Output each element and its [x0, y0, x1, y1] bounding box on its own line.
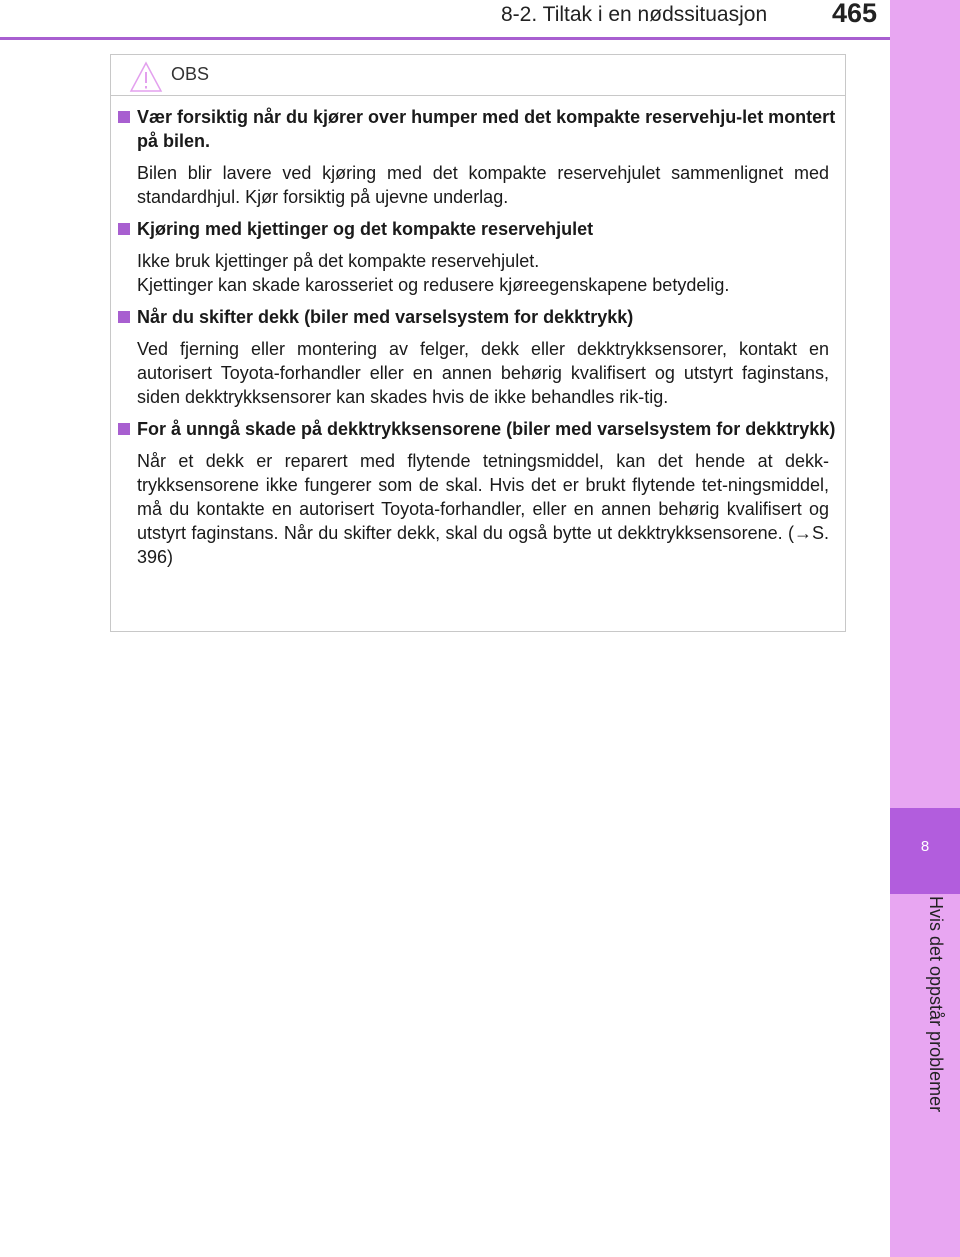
item-body: Når et dekk er reparert med flytende tetningsmiddel, kan det hende at dekk-trykksensorene ikke fungerer som de skal. Hvis det er brukt flytende tet-ningsmiddel, må du kontakte en autorisert Toyota-forhandler, eller en annen behørig kvalifisert og utstyrt faginstans. Når du skifter dekk, skal du også bytte ut dekktrykksensorene. (→S. 396)	[137, 451, 829, 567]
caution-item	[111, 217, 845, 297]
item-heading-text: For å unngå skade på dekktrykksensorene (biler med varselsystem for dekktrykk)	[137, 419, 836, 439]
caution-title: OBS	[171, 64, 210, 84]
item-heading-text: Når du skifter dekk (biler med varselsystem for dekktrykk)	[137, 307, 634, 327]
item-body: Ved fjerning eller montering av felger, dekk eller dekktrykksensorer, kontakt en autorisert Toyota-forhandler eller en annen behørig kvalifisert og utstyrt faginstans, siden dekktrykksensorer kan skades hvis de ikke behandles rik-tig.	[137, 339, 829, 407]
square-bullet-icon	[118, 311, 130, 323]
chapter-title: Hvis det oppstår problemer	[926, 896, 946, 1113]
item-heading	[111, 105, 845, 153]
item-heading	[111, 305, 845, 329]
caution-content	[111, 105, 845, 569]
item-body: Bilen blir lavere ved kjøring med det kompakte reservehjulet sammenlignet med standardhjul. Kjør forsiktig på ujevne underlag.	[137, 163, 829, 207]
item-heading	[111, 217, 845, 241]
caution-box	[110, 54, 846, 632]
item-body: Ikke bruk kjettinger på det kompakte reservehjulet. Kjettinger kan skade karosseriet og redusere kjøreegenskapene betydelig.	[137, 251, 730, 295]
caution-item	[111, 417, 845, 569]
section-title: 8-2. Tiltak i en nødssituasjon	[501, 3, 768, 26]
warning-triangle-icon	[129, 61, 163, 93]
chapter-number-box	[890, 808, 960, 894]
item-heading	[111, 417, 845, 441]
caution-item	[111, 305, 845, 409]
chapter-number: 8	[920, 838, 930, 855]
page-number: 465	[832, 0, 878, 28]
header-rule	[0, 37, 890, 40]
item-heading-text: Vær forsiktig når du kjører over humper med det kompakte reservehju-let montert på bilen.	[137, 107, 836, 151]
square-bullet-icon	[118, 111, 130, 123]
caution-header	[111, 55, 845, 96]
item-heading-text: Kjøring med kjettinger og det kompakte reservehjulet	[137, 219, 594, 239]
caution-item	[111, 105, 845, 209]
square-bullet-icon	[118, 423, 130, 435]
square-bullet-icon	[118, 223, 130, 235]
